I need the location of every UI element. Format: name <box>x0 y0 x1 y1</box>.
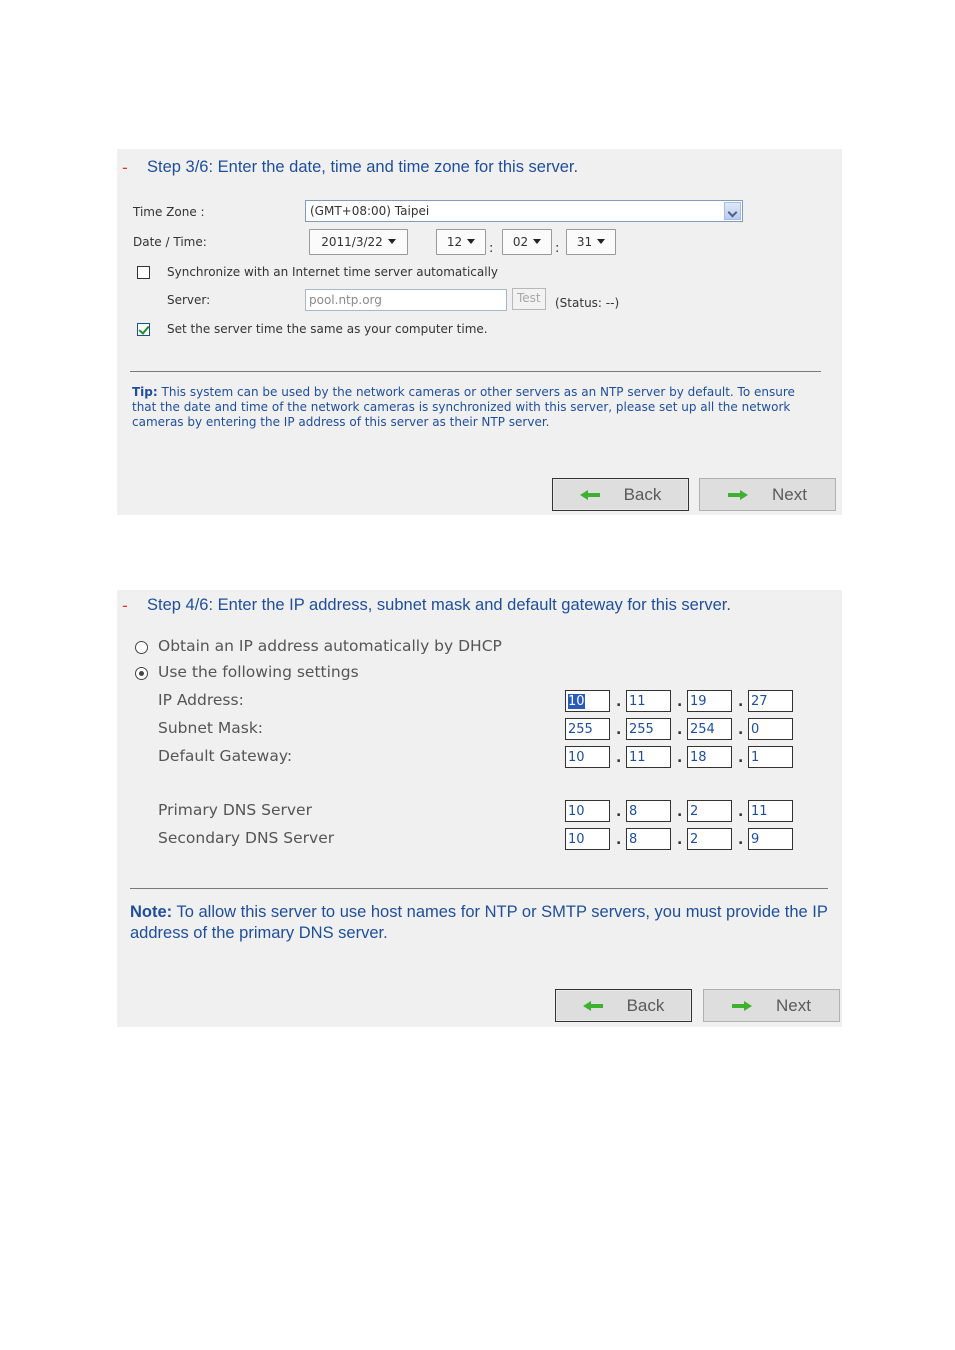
octet-value: 0 <box>751 722 760 737</box>
sdns-octet-4[interactable] <box>748 828 793 850</box>
divider <box>130 888 828 889</box>
status-text: (Status: --) <box>555 296 620 310</box>
octet-dot: . <box>677 694 683 710</box>
chevron-down-icon[interactable] <box>724 202 741 220</box>
gateway-octet-3[interactable] <box>687 746 732 768</box>
mask-octet-3[interactable] <box>687 718 732 740</box>
caret-down-icon <box>597 239 605 244</box>
next-button[interactable] <box>699 478 836 511</box>
next-button-label: Next <box>772 484 807 504</box>
manual-label: Use the following settings <box>158 663 359 681</box>
step3-dash: - <box>122 158 128 177</box>
gateway-octet-2[interactable] <box>626 746 671 768</box>
octet-dot: . <box>738 694 744 710</box>
date-time-label: Date / Time: <box>133 235 207 249</box>
divider <box>130 371 821 372</box>
sync-checkbox[interactable] <box>137 266 150 279</box>
minute-dropdown[interactable] <box>502 229 552 255</box>
secondary-dns-label: Secondary DNS Server <box>158 829 335 847</box>
octet-value: 2 <box>690 832 699 847</box>
mask-octet-2[interactable] <box>626 718 671 740</box>
same-time-checkbox[interactable] <box>137 323 150 336</box>
ip-octet-3[interactable] <box>687 690 732 712</box>
back-button-label: Back <box>626 995 665 1015</box>
octet-dot: . <box>677 750 683 766</box>
arrow-left-icon <box>580 490 600 500</box>
octet-dot: . <box>677 722 683 738</box>
test-button-label: Test <box>517 291 541 305</box>
octet-value: 19 <box>690 694 707 709</box>
octet-value: 255 <box>629 722 654 737</box>
octet-value: 9 <box>751 832 760 847</box>
time-zone-label: Time Zone : <box>133 205 205 219</box>
sdns-octet-2[interactable] <box>626 828 671 850</box>
step3-title: Step 3/6: Enter the date, time and time zone for this server. <box>147 158 579 176</box>
gateway-octet-4[interactable] <box>748 746 793 768</box>
note-body: To allow this server to use host names for NTP or SMTP servers, you must provide the IP address of the primary DNS server. <box>130 903 828 942</box>
gateway-label: Default Gateway: <box>158 747 293 765</box>
server-label: Server: <box>167 293 211 307</box>
octet-value: 2 <box>690 804 699 819</box>
server-placeholder: pool.ntp.org <box>309 293 382 307</box>
tip-text <box>132 385 802 430</box>
octet-value: 1 <box>751 750 760 765</box>
back-button[interactable] <box>555 989 692 1022</box>
step4-title: Step 4/6: Enter the IP address, subnet mask and default gateway for this server. <box>147 596 731 614</box>
time-zone-value: (GMT+08:00) Taipei <box>310 204 430 218</box>
second-dropdown[interactable] <box>566 229 616 255</box>
ip-octet-4[interactable] <box>748 690 793 712</box>
octet-value: 8 <box>629 804 638 819</box>
primary-dns-label: Primary DNS Server <box>158 801 312 819</box>
octet-value: 11 <box>629 750 646 765</box>
time-zone-select[interactable] <box>305 200 743 222</box>
back-button[interactable] <box>552 478 689 511</box>
mask-octet-4[interactable] <box>748 718 793 740</box>
octet-value: 10 <box>568 750 585 765</box>
gateway-octet-1[interactable] <box>565 746 610 768</box>
step3-panel <box>117 149 842 515</box>
octet-value: 10 <box>568 694 585 709</box>
octet-dot: . <box>616 804 622 820</box>
octet-dot: . <box>677 804 683 820</box>
note-bold: Note: <box>130 903 173 921</box>
server-input[interactable] <box>305 289 507 311</box>
arrow-right-icon <box>732 1001 752 1011</box>
octet-dot: . <box>738 722 744 738</box>
ip-octet-1[interactable] <box>565 690 610 712</box>
manual-radio[interactable] <box>135 667 148 680</box>
arrow-right-icon <box>728 490 748 500</box>
hour-dropdown[interactable] <box>436 229 486 255</box>
pdns-octet-3[interactable] <box>687 800 732 822</box>
octet-dot: . <box>616 832 622 848</box>
octet-dot: . <box>616 722 622 738</box>
second-value: 31 <box>576 235 593 249</box>
octet-dot: . <box>616 750 622 766</box>
dhcp-radio[interactable] <box>135 641 148 654</box>
ip-address-label: IP Address: <box>158 691 244 709</box>
octet-value: 18 <box>690 750 707 765</box>
note-text <box>130 902 835 944</box>
tip-body: This system can be used by the network cameras or other servers as an NTP server by default. To ensure that the date and time of the network cameras is synchronized with this server, please set up all the network cameras by entering the IP address of this server as their NTP server. <box>132 385 795 429</box>
octet-value: 10 <box>568 832 585 847</box>
sdns-octet-1[interactable] <box>565 828 610 850</box>
octet-dot: . <box>738 804 744 820</box>
next-button-label: Next <box>776 995 811 1015</box>
octet-value: 10 <box>568 804 585 819</box>
hour-value: 12 <box>446 235 463 249</box>
minute-value: 02 <box>512 235 529 249</box>
octet-dot: . <box>738 832 744 848</box>
back-button-label: Back <box>623 484 662 504</box>
octet-value: 11 <box>629 694 646 709</box>
octet-value: 27 <box>751 694 768 709</box>
same-time-label: Set the server time the same as your computer time. <box>167 322 488 336</box>
octet-value: 8 <box>629 832 638 847</box>
time-colon: : <box>489 241 494 256</box>
octet-value: 255 <box>568 722 593 737</box>
caret-down-icon <box>388 239 396 244</box>
subnet-mask-label: Subnet Mask: <box>158 719 264 737</box>
step4-dash: - <box>122 596 128 615</box>
pdns-octet-2[interactable] <box>626 800 671 822</box>
mask-octet-1[interactable] <box>565 718 610 740</box>
sdns-octet-3[interactable] <box>687 828 732 850</box>
tip-bold: Tip: <box>132 385 158 399</box>
ip-octet-2[interactable] <box>626 690 671 712</box>
octet-value: 11 <box>751 804 768 819</box>
octet-value: 254 <box>690 722 715 737</box>
time-colon: : <box>555 241 560 256</box>
step4-panel <box>117 590 842 1027</box>
date-value: 2011/3/22 <box>321 235 383 249</box>
next-button[interactable] <box>703 989 840 1022</box>
caret-down-icon <box>467 239 475 244</box>
octet-dot: . <box>677 832 683 848</box>
dhcp-label: Obtain an IP address automatically by DHCP <box>158 637 502 655</box>
sync-label: Synchronize with an Internet time server automatically <box>167 265 499 279</box>
octet-dot: . <box>738 750 744 766</box>
test-button[interactable] <box>512 288 546 310</box>
date-dropdown[interactable] <box>309 229 408 255</box>
pdns-octet-4[interactable] <box>748 800 793 822</box>
pdns-octet-1[interactable] <box>565 800 610 822</box>
caret-down-icon <box>533 239 541 244</box>
arrow-left-icon <box>583 1001 603 1011</box>
octet-dot: . <box>616 694 622 710</box>
